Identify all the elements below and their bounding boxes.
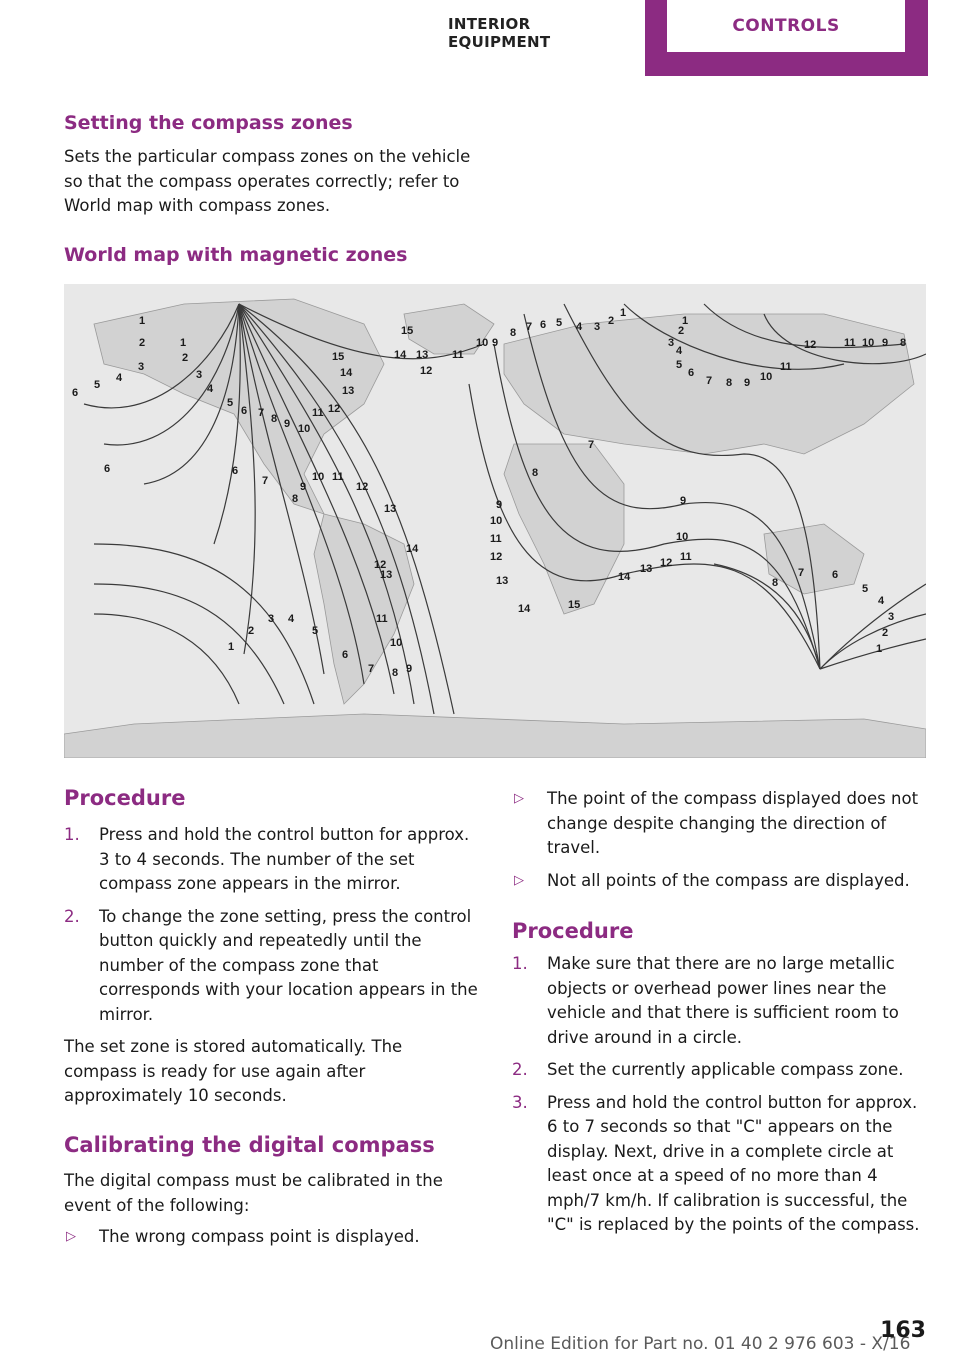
page-number: 163 <box>880 1318 926 1343</box>
svg-text:7: 7 <box>262 475 269 487</box>
list-item <box>64 1225 484 1250</box>
svg-text:13: 13 <box>416 349 429 361</box>
step-text: Make sure that there are no large metallic objects or overhead power lines near the vehicle and that there is sufficient room to drive around in a circle. <box>547 954 899 1047</box>
svg-text:13: 13 <box>384 503 397 515</box>
step-number: 2. <box>64 906 80 926</box>
svg-text:9: 9 <box>882 337 889 349</box>
svg-text:1: 1 <box>180 337 187 349</box>
step-number: 1. <box>64 825 80 844</box>
svg-text:8: 8 <box>772 577 779 589</box>
svg-text:9: 9 <box>680 495 687 507</box>
svg-text:2: 2 <box>182 352 189 364</box>
svg-text:15: 15 <box>332 351 345 363</box>
svg-text:8: 8 <box>292 493 299 505</box>
svg-text:4: 4 <box>676 345 683 357</box>
svg-text:10: 10 <box>312 471 325 483</box>
svg-text:10: 10 <box>390 637 403 649</box>
svg-text:3: 3 <box>594 321 601 333</box>
svg-text:8: 8 <box>726 377 733 389</box>
svg-text:1: 1 <box>620 307 627 319</box>
svg-text:5: 5 <box>676 359 683 371</box>
svg-text:10: 10 <box>760 371 773 383</box>
svg-text:12: 12 <box>490 551 503 563</box>
svg-text:10: 10 <box>676 531 689 543</box>
bullet-text: Not all points of the compass are displayed. <box>547 870 910 890</box>
calibrating-title: Calibrating the digital compass <box>64 1133 435 1157</box>
svg-text:4: 4 <box>116 372 123 384</box>
svg-text:12: 12 <box>804 339 817 351</box>
triangle-bullet-icon: ▷ <box>514 791 524 806</box>
svg-text:11: 11 <box>844 337 856 349</box>
svg-text:14: 14 <box>618 571 631 583</box>
svg-text:12: 12 <box>420 365 433 377</box>
svg-text:9: 9 <box>744 377 751 389</box>
svg-text:12: 12 <box>328 403 341 415</box>
setting-body: Sets the particular compass zones on the vehicle so that the compass operates correctly; refer to World map with compass zones. <box>64 147 471 215</box>
svg-text:1: 1 <box>682 315 689 327</box>
step-number: 2. <box>512 1060 528 1079</box>
svg-text:3: 3 <box>268 613 275 625</box>
calibrating-intro: The digital compass must be calibrated in the event of the following: <box>64 1171 443 1215</box>
svg-text:15: 15 <box>568 599 581 611</box>
svg-text:5: 5 <box>94 379 101 391</box>
procedure-title: Procedure <box>64 786 186 810</box>
svg-text:7: 7 <box>258 407 265 419</box>
setting-title: Setting the compass zones <box>64 112 353 134</box>
calibrating-bullets-cont <box>512 787 932 901</box>
triangle-bullet-icon: ▷ <box>66 1229 76 1244</box>
svg-text:6: 6 <box>72 387 79 399</box>
svg-text:9: 9 <box>406 663 413 675</box>
bullet-text: The point of the compass displayed does not change despite changing the direction of travel. <box>547 789 919 857</box>
svg-text:6: 6 <box>232 465 239 477</box>
world-map-figure <box>64 284 926 758</box>
svg-text:11: 11 <box>376 613 388 625</box>
step-text: Press and hold the control button for approx. 3 to 4 seconds. The number of the set compass zone appears in the mirror. <box>99 825 470 893</box>
svg-text:6: 6 <box>688 367 695 379</box>
procedure2-title: Procedure <box>512 919 634 943</box>
svg-text:9: 9 <box>492 337 499 349</box>
svg-text:5: 5 <box>862 583 869 595</box>
svg-text:7: 7 <box>706 375 713 387</box>
svg-text:7: 7 <box>588 439 595 451</box>
svg-text:13: 13 <box>640 563 653 575</box>
step-text: Set the currently applicable compass zone. <box>547 1060 904 1079</box>
svg-text:13: 13 <box>380 569 393 581</box>
svg-text:9: 9 <box>284 418 291 430</box>
svg-text:14: 14 <box>394 349 407 361</box>
svg-text:3: 3 <box>888 611 895 623</box>
bullet-text: The wrong compass point is displayed. <box>99 1227 420 1246</box>
list-item <box>512 869 932 894</box>
svg-text:4: 4 <box>207 383 214 395</box>
procedure-steps <box>64 823 484 1035</box>
svg-text:6: 6 <box>832 569 839 581</box>
header-chapter-tab[interactable] <box>645 0 928 76</box>
list-item <box>512 1058 932 1083</box>
edition-note: Online Edition for Part no. 01 40 2 976 603 - X/16 <box>490 1334 911 1354</box>
procedure2-steps <box>512 952 932 1246</box>
header-chapter-label: CONTROLS <box>667 0 905 52</box>
svg-text:12: 12 <box>660 557 673 569</box>
svg-text:6: 6 <box>241 405 248 417</box>
svg-text:12: 12 <box>356 481 369 493</box>
header-section-label: INTERIOR EQUIPMENT <box>448 15 551 51</box>
svg-text:10: 10 <box>862 337 875 349</box>
svg-text:6: 6 <box>104 463 111 475</box>
list-item <box>64 905 484 1028</box>
svg-text:6: 6 <box>342 649 349 661</box>
step-text: To change the zone setting, press the control button quickly and repeatedly until the number of the compass zone that corresponds with your location appears in the mirror. <box>99 906 478 1024</box>
svg-text:7: 7 <box>526 321 533 333</box>
svg-text:10: 10 <box>476 337 489 349</box>
svg-text:10: 10 <box>490 515 503 527</box>
svg-text:11: 11 <box>452 349 464 361</box>
step-number: 3. <box>512 1092 528 1112</box>
svg-text:5: 5 <box>312 625 319 637</box>
calibrating-bullets <box>64 1225 484 1258</box>
step-number: 1. <box>512 954 528 973</box>
svg-text:6: 6 <box>540 319 547 331</box>
svg-text:5: 5 <box>556 317 563 329</box>
svg-text:8: 8 <box>510 327 517 339</box>
svg-text:14: 14 <box>406 543 419 555</box>
svg-text:8: 8 <box>271 413 278 425</box>
svg-text:2: 2 <box>882 627 889 639</box>
page-footer <box>0 1318 960 1362</box>
svg-text:14: 14 <box>518 603 531 615</box>
svg-text:7: 7 <box>368 663 375 675</box>
svg-text:9: 9 <box>300 481 307 493</box>
svg-text:3: 3 <box>196 369 203 381</box>
svg-text:8: 8 <box>900 337 907 349</box>
svg-text:7: 7 <box>798 567 805 579</box>
svg-text:10: 10 <box>298 423 311 435</box>
svg-text:1: 1 <box>139 315 146 327</box>
svg-text:15: 15 <box>401 325 414 337</box>
svg-text:11: 11 <box>490 533 502 545</box>
svg-text:11: 11 <box>332 471 344 483</box>
svg-text:3: 3 <box>668 337 675 349</box>
svg-text:2: 2 <box>678 325 685 337</box>
triangle-bullet-icon: ▷ <box>514 872 524 888</box>
list-item <box>512 787 932 861</box>
svg-text:4: 4 <box>288 613 295 625</box>
svg-text:2: 2 <box>608 315 615 327</box>
procedure-note: The set zone is stored automatically. The compass is ready for use again after approximately 10 seconds. <box>64 1037 403 1105</box>
svg-text:13: 13 <box>342 385 355 397</box>
svg-text:11: 11 <box>780 361 792 373</box>
svg-text:4: 4 <box>878 595 885 607</box>
svg-text:2: 2 <box>248 625 255 637</box>
svg-text:9: 9 <box>496 499 503 511</box>
world-map-graphic <box>64 284 926 758</box>
svg-text:11: 11 <box>680 551 692 563</box>
svg-text:2: 2 <box>139 337 146 349</box>
step-text: Press and hold the control button for approx. 6 to 7 seconds so that "C" appears on the display. Next, drive in a complete circle at least once at a speed of no more than 4 mph/7 km/h. If calibration is successful, the "C" is replaced by the points of the compass. <box>547 1092 920 1234</box>
svg-text:8: 8 <box>532 467 539 479</box>
svg-text:5: 5 <box>227 397 234 409</box>
svg-text:8: 8 <box>392 667 399 679</box>
svg-text:11: 11 <box>312 407 324 419</box>
svg-text:3: 3 <box>138 361 145 373</box>
list-item <box>512 952 932 1050</box>
list-item <box>64 823 484 897</box>
map-title: World map with magnetic zones <box>64 244 408 266</box>
svg-text:4: 4 <box>576 321 583 333</box>
svg-text:13: 13 <box>496 575 509 587</box>
svg-text:1: 1 <box>876 643 883 655</box>
svg-text:12: 12 <box>374 559 387 571</box>
svg-text:1: 1 <box>228 641 235 653</box>
list-item <box>512 1091 932 1238</box>
svg-text:14: 14 <box>340 367 353 379</box>
